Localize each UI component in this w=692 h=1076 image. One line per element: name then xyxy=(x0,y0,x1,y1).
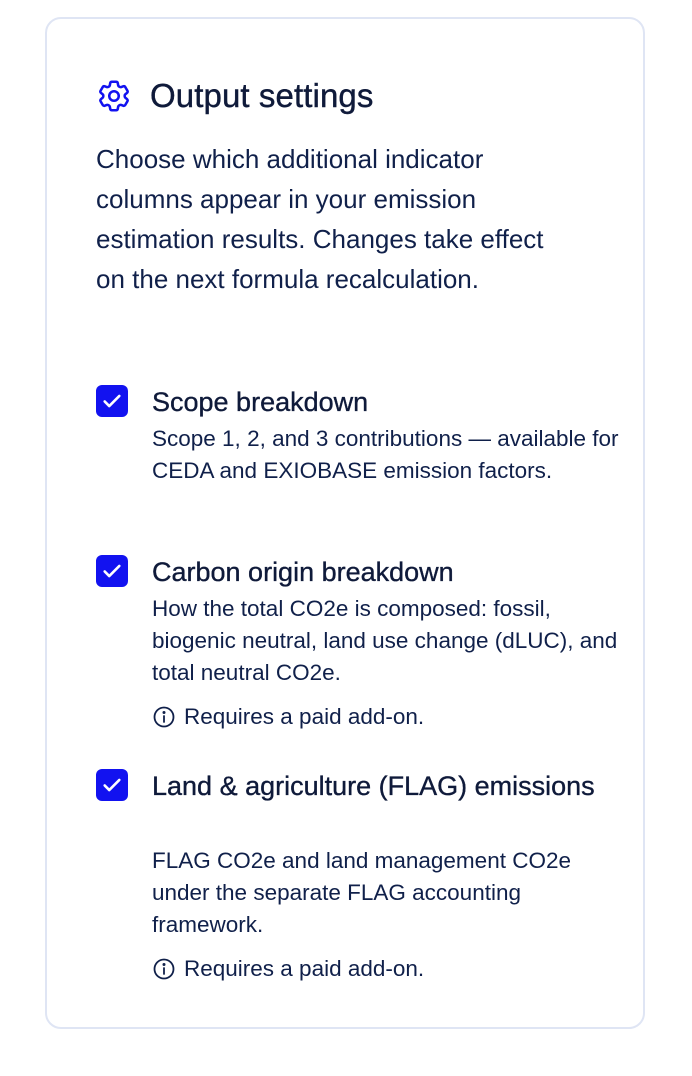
scope-breakdown-checkbox[interactable] xyxy=(96,385,128,417)
checkmark-icon xyxy=(101,774,123,796)
gear-icon xyxy=(95,77,133,115)
info-icon xyxy=(152,705,176,729)
page-title: Output settings xyxy=(150,77,374,114)
card-header xyxy=(97,76,373,116)
output-settings-card xyxy=(45,17,645,1029)
panel-description: Choose which additional indicator columns appear in your emission estimation results. Changes take effect on the next formula recalculation. xyxy=(96,144,544,294)
paid-addon-note xyxy=(152,953,424,985)
note-text: Requires a paid add-on. xyxy=(184,956,425,981)
carbon-origin-breakdown-checkbox[interactable] xyxy=(96,555,128,587)
option-label[interactable]: Carbon origin breakdown xyxy=(152,557,454,587)
paid-addon-note xyxy=(152,701,424,733)
info-icon xyxy=(152,957,176,981)
option-description: FLAG CO2e and land management CO2e under the separate FLAG accounting framework. xyxy=(152,848,571,937)
option-description: How the total CO2e is composed: fossil, biogenic neutral, land use change (dLUC), and total neutral CO2e. xyxy=(152,596,618,685)
option-description: Scope 1, 2, and 3 contributions — available for CEDA and EXIOBASE emission factors. xyxy=(152,426,619,483)
checkmark-icon xyxy=(101,560,123,582)
note-text: Requires a paid add-on. xyxy=(184,704,425,729)
checkmark-icon xyxy=(101,390,123,412)
option-label[interactable]: Scope breakdown xyxy=(152,387,369,417)
option-label[interactable]: Land & agriculture (FLAG) emissions xyxy=(152,771,595,801)
flag-emissions-checkbox[interactable] xyxy=(96,769,128,801)
